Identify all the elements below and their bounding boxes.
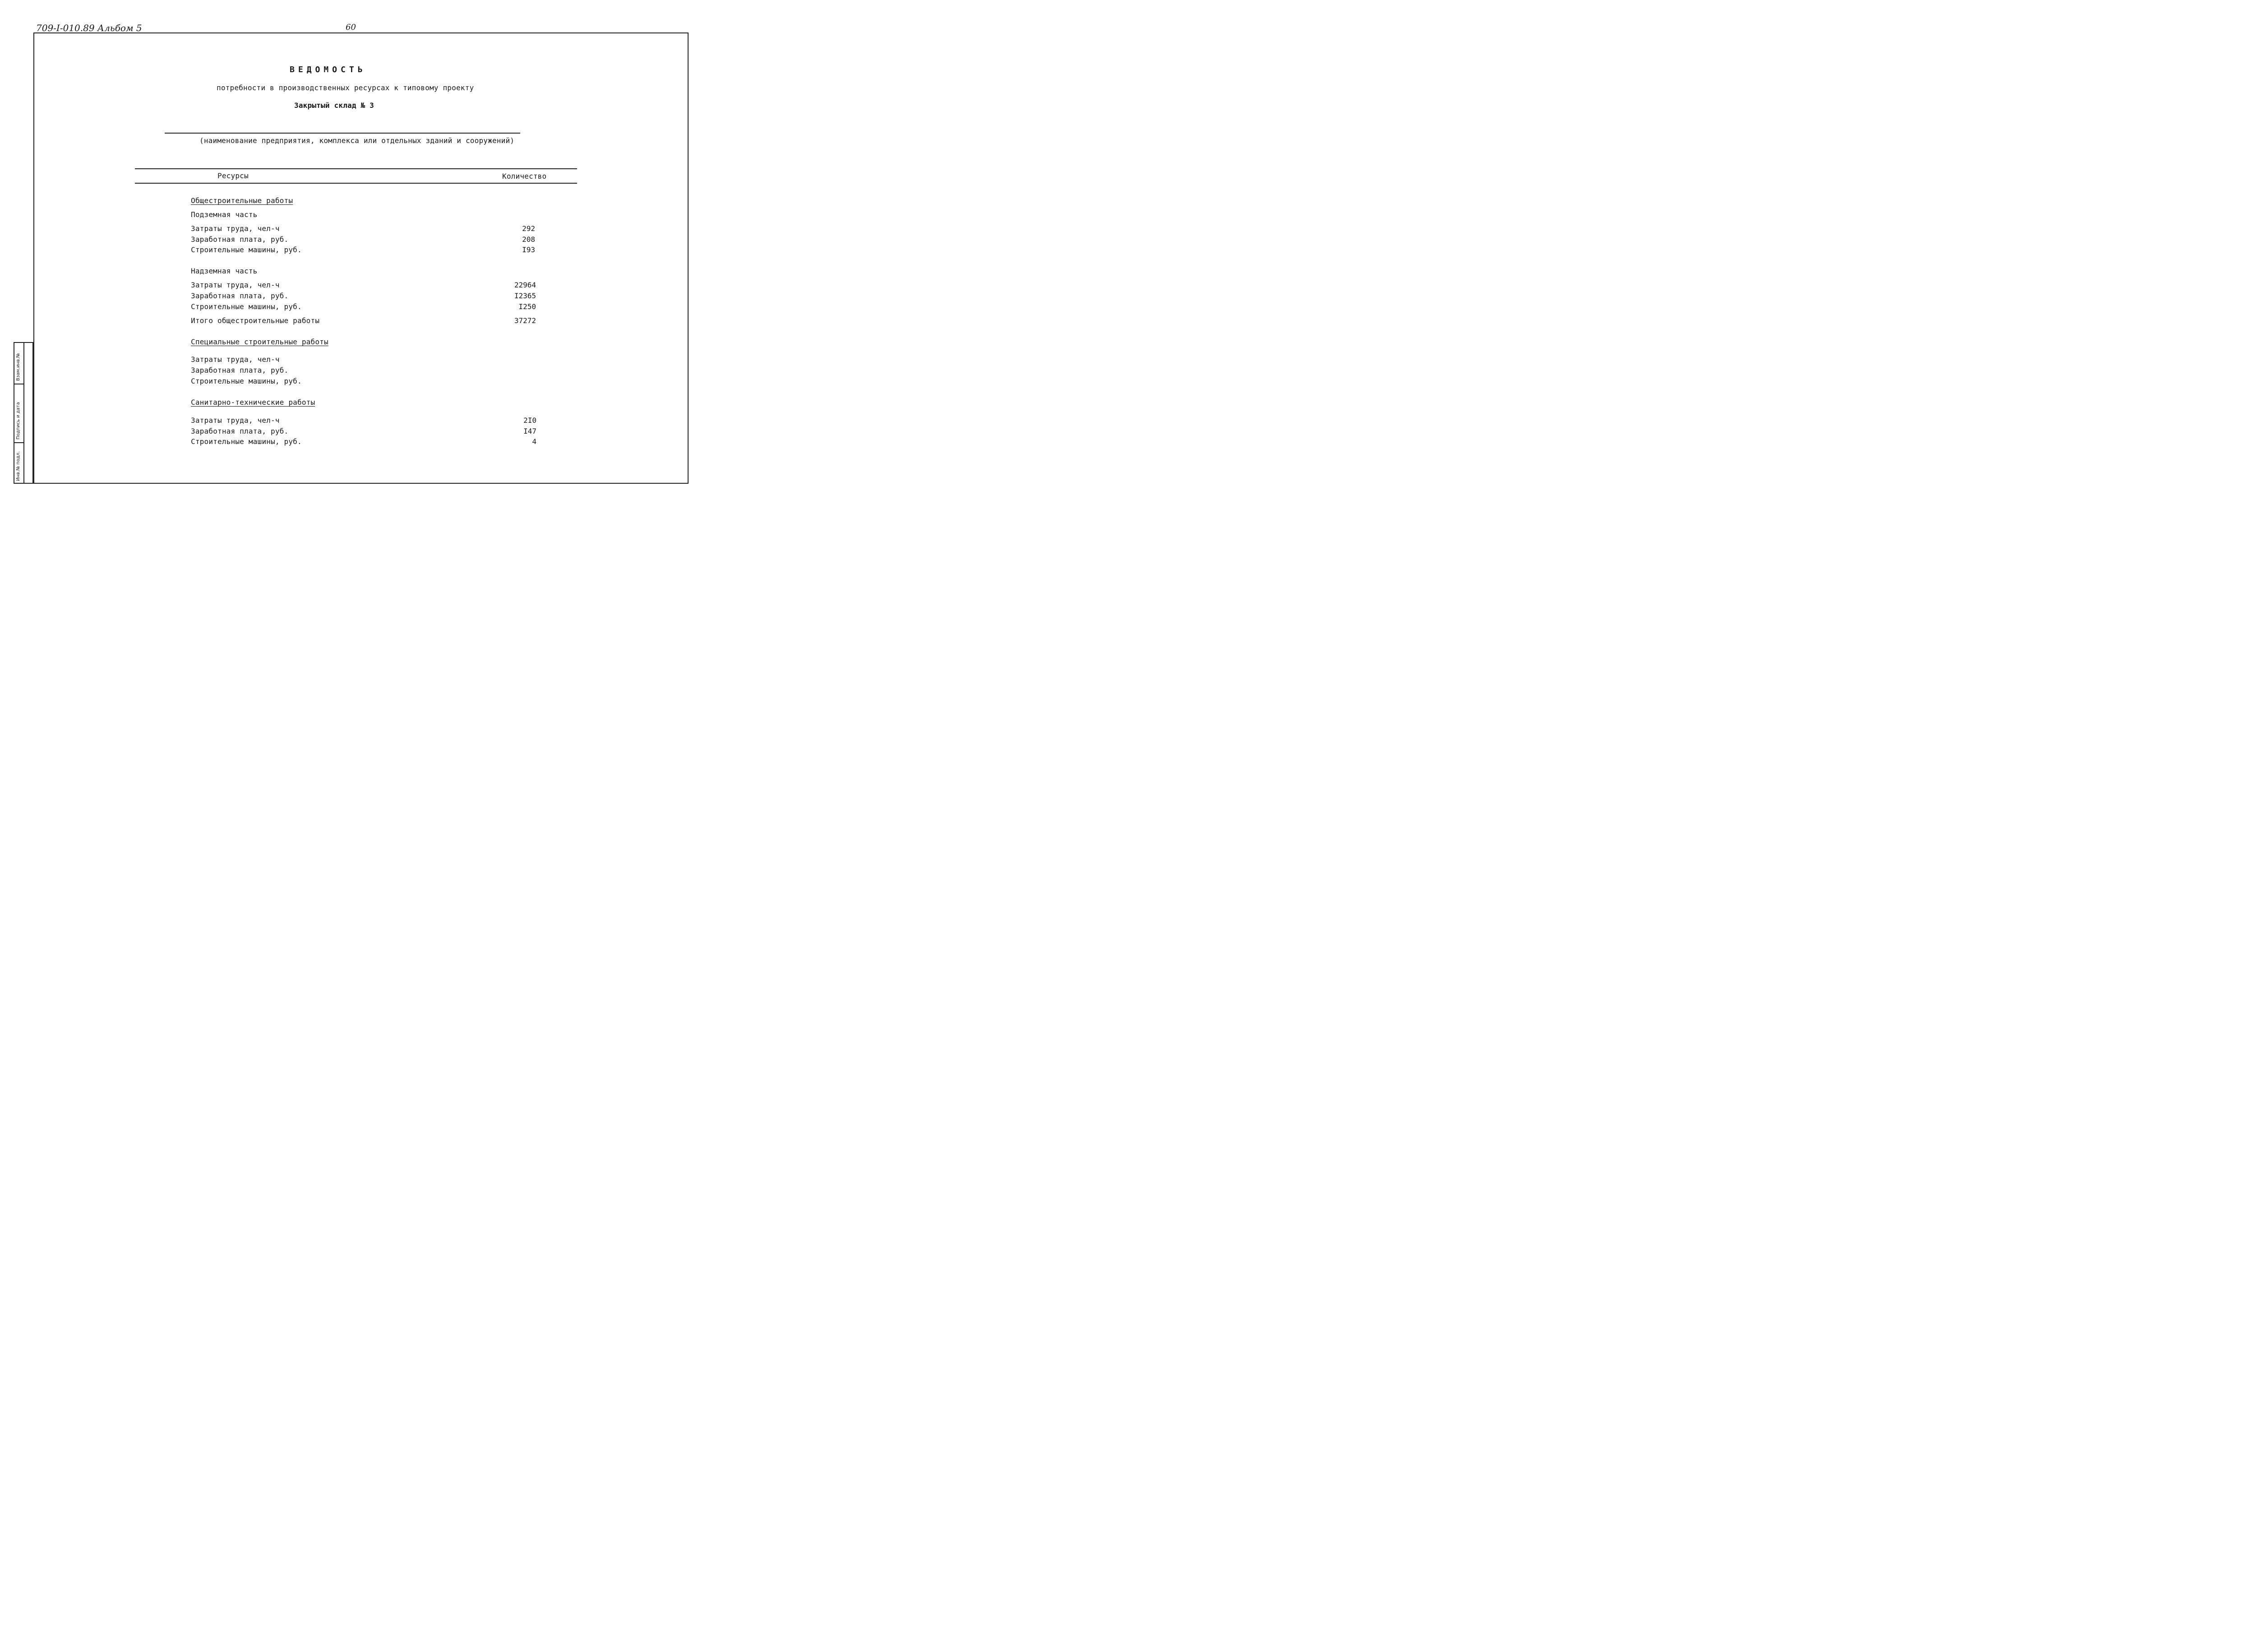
page-number: 60	[346, 23, 356, 32]
row-value: 4	[532, 437, 536, 446]
row-value: I93	[522, 245, 535, 254]
row-label: Заработная плата, руб.	[191, 427, 289, 435]
row-value: 208	[522, 235, 535, 244]
total-value: 37272	[514, 316, 536, 325]
row-value: 292	[522, 224, 535, 233]
stamp-sign-date-label: Подпись и дата	[16, 402, 21, 440]
row-label: Строительные машины, руб.	[191, 377, 302, 385]
document-code: 709-I-010.89 Альбом 5	[36, 23, 142, 33]
section-title-special: Специальные строительные работы	[191, 338, 328, 346]
document-title: ВЕДОМОСТЬ	[290, 65, 366, 74]
row-value: I2365	[514, 292, 536, 300]
row-label: Строительные машины, руб.	[191, 302, 302, 311]
section-title-sanitary: Санитарно-технические работы	[191, 398, 315, 407]
row-label: Заработная плата, руб.	[191, 366, 289, 375]
row-label: Заработная плата, руб.	[191, 235, 289, 244]
stamp-inv-orig-label: Инв.№ подл.	[16, 451, 21, 481]
column-header-quantity: Количество	[502, 172, 547, 180]
row-value: 2I0	[523, 416, 536, 425]
stamp-divider	[23, 343, 24, 483]
row-label: Затраты труда, чел-ч	[191, 355, 280, 364]
row-label: Затраты труда, чел-ч	[191, 281, 280, 289]
row-label: Затраты труда, чел-ч	[191, 224, 280, 233]
enterprise-line	[165, 133, 520, 134]
row-label: Затраты труда, чел-ч	[191, 416, 280, 425]
column-header-resources: Ресурсы	[217, 171, 249, 180]
side-stamp	[14, 342, 33, 484]
project-name: Закрытый склад № 3	[294, 101, 374, 110]
row-value: 22964	[514, 281, 536, 289]
row-label: Строительные машины, руб.	[191, 245, 302, 254]
section-title-general: Общестроительные работы	[191, 196, 293, 205]
total-label: Итого общестроительные работы	[191, 316, 320, 325]
table-top-rule	[135, 168, 577, 169]
table-header-rule	[135, 183, 577, 184]
row-label: Заработная плата, руб.	[191, 292, 289, 300]
document-subtitle: потребности в производственных ресурсах к типовому проекту	[217, 83, 474, 92]
page-frame	[33, 32, 689, 484]
stamp-replace-inv-label: Взам.инв.№	[16, 353, 21, 381]
subsection-aboveground: Надземная часть	[191, 267, 258, 275]
subsection-underground: Подземная часть	[191, 210, 258, 219]
enterprise-caption: (наименование предприятия, комплекса или отдельных зданий и сооружений)	[199, 136, 515, 145]
row-value: I47	[523, 427, 536, 435]
row-value: I250	[518, 302, 536, 311]
row-label: Строительные машины, руб.	[191, 437, 302, 446]
